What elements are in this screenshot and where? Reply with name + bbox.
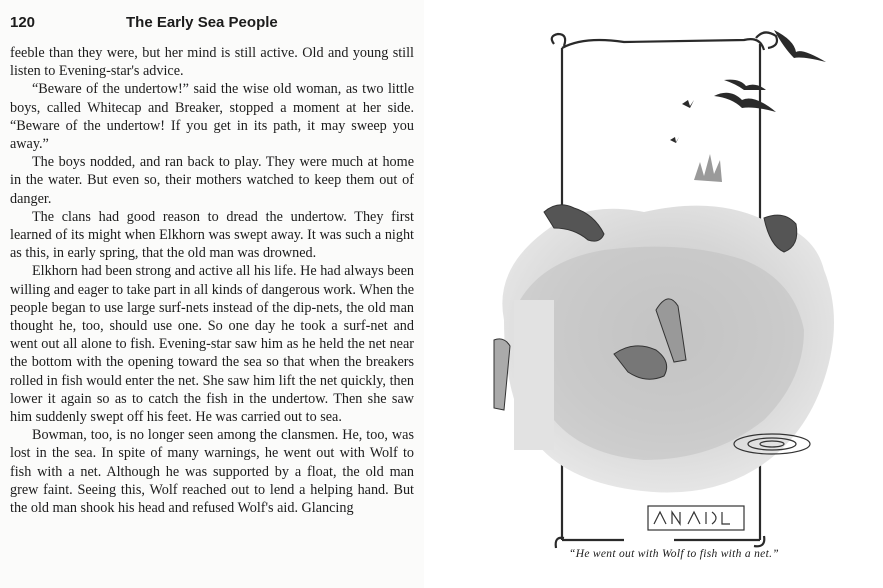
paragraph: Elkhorn had been strong and active all his life. He had always been willing and eager to take part in all kinds of dangerous work. When the people began to use large surf-nets instead of the dip-nets, the old man thought he, too, should use one. So one day he took a surf-net and went out all alone to fish. Evening-star saw him as he held the net near the bottom with the opening toward the sea so that when the breakers rolled in fish would enter the net. She saw him lift the net quickly, then lower it again so as to catch the fish in the undertow. Then she saw him suddenly swept off his feet. He was carried out to sea.: [10, 263, 414, 426]
page-number: 120: [10, 14, 36, 31]
running-title: The Early Sea People: [126, 14, 278, 31]
right-page: [424, 0, 883, 588]
artist-signature-mark: [648, 506, 744, 530]
seagull-icons: [670, 30, 826, 143]
paragraph: The clans had good reason to dread the undertow. They first learned of its might when Elkhorn was swept away. It was such a night as this, in early spring, that the old man was drowned.: [10, 208, 414, 262]
paragraph: Bowman, too, is no longer seen among the clansmen. He, too, was lost in the sea. In spite of many warnings, he went out with Wolf to fish with a net. Although he was supported by a float, the old man grew faint. Seeing this, Wolf reached out to lend a helping hand. But the old man shook his head and refused Wolf's aid. Glancing: [10, 427, 414, 517]
running-head: [10, 14, 414, 38]
body-text: [10, 44, 414, 517]
drowning-fisherman-illustration: [424, 0, 883, 588]
illustration-caption: “He went out with Wolf to fish with a net.”: [569, 548, 779, 560]
paragraph: The boys nodded, and ran back to play. They were much at home in the water. But even so, their mothers watched to keep them out of danger.: [10, 154, 414, 207]
paragraph: “Beware of the undertow!” said the wise old woman, as two little boys, called Whitecap and Breaker, stopped a moment at her side. “Beware of the undertow! If you get in its path, it may sweep you away.”: [10, 81, 414, 153]
left-page: [0, 0, 424, 588]
paragraph: feeble than they were, but her mind is still active. Old and young still listen to Evening-star's advice.: [10, 45, 414, 80]
